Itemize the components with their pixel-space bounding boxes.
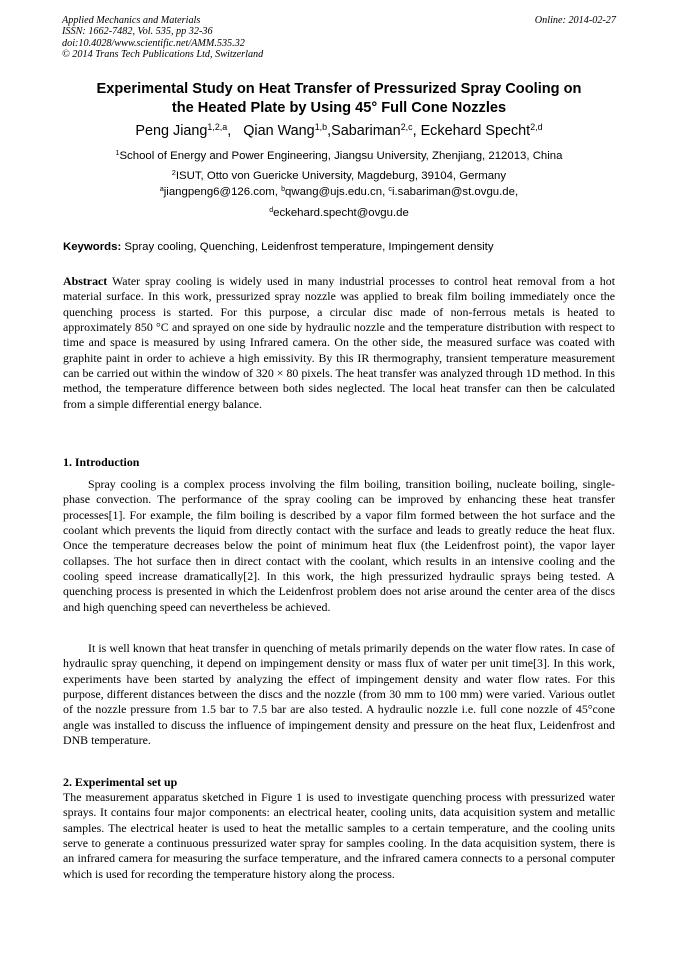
email-line-1: [40, 185, 638, 199]
author-name: Eckehard Specht: [420, 123, 531, 139]
email-mark: c: [388, 186, 392, 194]
keywords-text: Spray cooling, Quenching, Leidenfrost temperature, Impingement density: [121, 241, 494, 253]
email-line-2: [40, 206, 638, 220]
affiliation-1: [40, 149, 638, 163]
author-name: Sabariman: [331, 123, 401, 139]
author-affiliation-mark: 1,2,a: [207, 122, 228, 133]
author-affiliation-mark: 2,c: [400, 122, 413, 133]
journal-name: Applied Mechanics and Materials: [62, 15, 201, 26]
author-name: Qian Wang: [243, 123, 315, 139]
email-address: qwang@ujs.edu.cn,: [285, 186, 389, 198]
affiliation-mark: 2: [171, 170, 176, 178]
author-list: [40, 122, 638, 140]
author-affiliation-mark: 2,d: [530, 122, 543, 133]
affiliation-text: School of Energy and Power Engineering, Jiangsu University, Zhenjiang, 212013, China: [119, 150, 563, 162]
keywords: [63, 241, 623, 253]
email-address: eckehard.specht@ovgu.de: [273, 207, 409, 219]
abstract-label: Abstract: [63, 274, 108, 288]
online-date: Online: 2014-02-27: [534, 15, 616, 26]
publication-header: [62, 15, 616, 61]
affiliation-mark: 1: [115, 150, 120, 158]
abstract-text: Water spray cooling is widely used in many industrial processes to control heat removal from a hot material surface. In this work, pressurized spray nozzle was applied to break film boiling immediately once the quenching process is started. For this purpose, a circular disc made of non-ferrous metals is heated to approximately 850 °C and sprayed on one side by hydraulic nozzle and the temperature distribution with respect to time and space is measured by using Infrared camera. On the other side, the measured surface was coated with graphite paint in order to achieve a high emissivity. By this IR thermography, transient temperature measurement can be carried out within the window of 320 × 80 pixels. The heat transfer was analyzed through 1D method. In this method, the temperature difference between both sides neglected. The local heat transfer can then be calculated from a simple differential energy balance.: [63, 274, 615, 411]
title-line-2: the Heated Plate by Using 45° Full Cone Nozzles: [171, 99, 507, 116]
email-address: jiangpeng6@126.com,: [163, 186, 282, 198]
setup-paragraph-1: The measurement apparatus sketched in Figure 1 is used to investigate quenching process with pressurized water sprays. It contains four major components: an electrical heater, cooling units, data acquisition system and metallic samples. The electrical heater is used to heat the metallic samples to a certain temperature, and the cooling units serve to generate a continuous pressurized water spray for samples cooling. In the data acquisition system, there is an infrared camera for measuring the surface temperature, and the infrared camera connects to a personal computer which is used for recording the temperature history along the process.: [63, 790, 615, 881]
doi-line: doi:10.4028/www.scientific.net/AMM.535.32: [62, 37, 245, 49]
issn-line: ISSN: 1662-7482, Vol. 535, pp 32-36: [62, 26, 213, 38]
keywords-label: Keywords:: [63, 241, 122, 253]
email-mark: a: [159, 186, 164, 194]
email-mark: b: [281, 186, 286, 194]
abstract: [63, 274, 615, 412]
section-heading-introduction: 1. Introduction: [63, 455, 140, 469]
affiliation-2: [40, 169, 638, 183]
author-affiliation-mark: 1,b: [314, 122, 328, 133]
copyright-line: © 2014 Trans Tech Publications Ltd, Switzerland: [62, 49, 264, 61]
intro-paragraph-2: It is well known that heat transfer in quenching of metals primarily depends on the water flow rates. In case of hydraulic spray quenching, it depend on impingement density or mass flux of water per unit time[3]. In this work, experiments have been started by analyzing the effect of impingement density and water flow rates. For this purpose, different distances between the discs and the nozzle (from 30 mm to 100 mm) were varied. Various outlet of the nozzle pressure from 1.5 bar to 7.5 bar are also tested. A hydraulic nozzle i.e. full cone nozzle of 45°cone angle was installed to discuss the influence of impingement density and pressure on the heat flux, Leidenfrost and DNB temperature.: [63, 641, 615, 748]
paper-title: [50, 80, 628, 117]
author-separator: ,: [412, 123, 421, 139]
author-separator: ,: [227, 123, 244, 139]
affiliation-text: ISUT, Otto von Guericke University, Magdeburg, 39104, Germany: [175, 170, 507, 182]
author-separator: ,: [327, 123, 332, 139]
intro-paragraph-1: Spray cooling is a complex process involving the film boiling, transition boiling, nucleate boiling, single-phase convection. The performance of the spray cooling can be improved by enhancing these heat transfer processes[1]. For example, the film boiling is described by a vapor film formed between the hot surface and the coolant which prevents the liquid from directly contact with the surface and leads to greatly reduce the heat flux. Once the temperature decreases below the point of minimum heat flux (the Leidenfrost point), the vapor layer collapses. The hot surface then in direct contact with the coolant, which results in an intensive cooling and the cooling speed increase dramatically[2]. In this work, the high pressurized hydraulic sprays being tested. A quenching process is presented in which the Leidenfrost problem does not arise around the center area of the discs and high quenching speed can nevertheless be achieved.: [63, 477, 615, 614]
email-address: i.sabariman@st.ovgu.de,: [391, 186, 519, 198]
title-line-1: Experimental Study on Heat Transfer of Pressurized Spray Cooling on: [96, 81, 582, 97]
author-name: Peng Jiang: [135, 123, 208, 139]
section-heading-experimental-setup: 2. Experimental set up: [63, 775, 178, 789]
email-mark: d: [269, 207, 274, 215]
